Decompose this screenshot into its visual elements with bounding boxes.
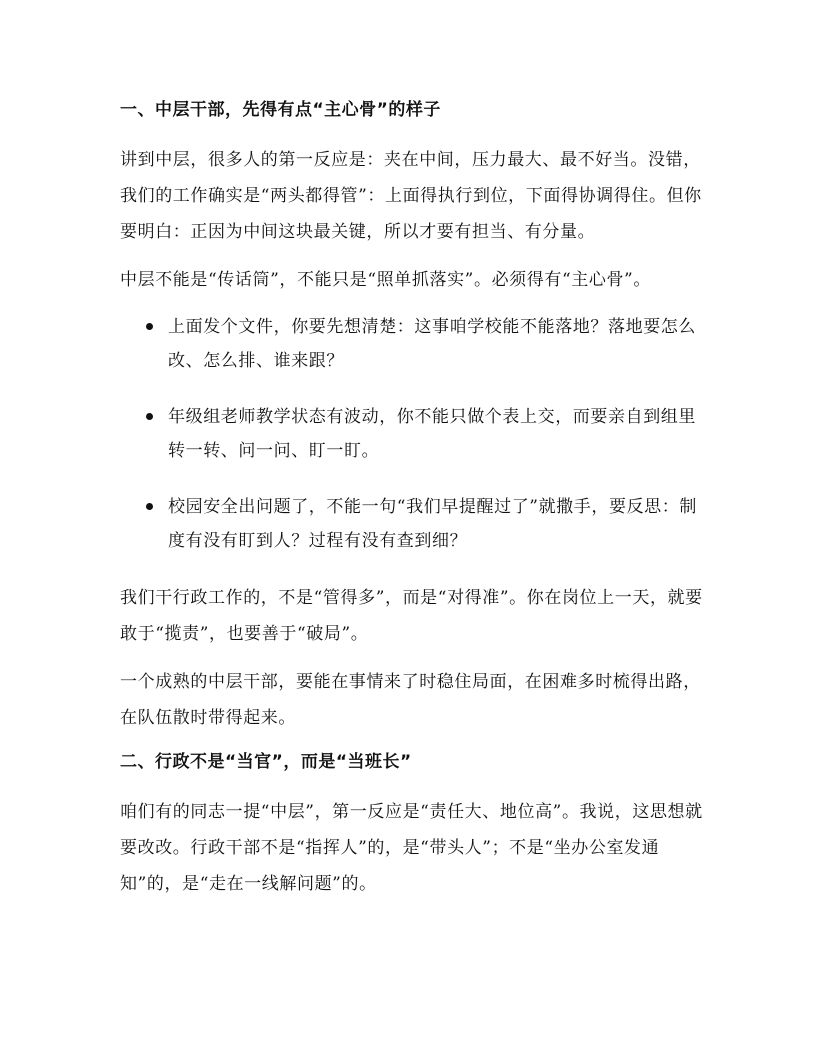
- section-1-paragraph: 我们干行政工作的，不是“管得多”，而是“对得准”。你在岗位上一天，就要敢于“揽责”，也要善于“破局”。: [120, 588, 703, 644]
- bullet-icon: [146, 323, 153, 330]
- bullet-icon: [146, 503, 153, 510]
- list-item: [120, 400, 705, 468]
- list-item: [120, 310, 705, 378]
- section-1-paragraph: 一个成熟的中层干部，要能在事情来了时稳住局面，在困难多时梳得出路，在队伍散时带得起来。: [120, 672, 701, 728]
- section-2-heading: 二、行政不是“当官”，而是“当班长”: [120, 752, 412, 772]
- section-1-paragraph: 中层不能是“传话筒”，不能只是“照单抓落实”。必须得有“主心骨”。: [120, 270, 651, 290]
- bullet-list: [120, 310, 705, 558]
- document-body: [120, 96, 705, 914]
- section-2-paragraph: 咱们有的同志一提“中层”，第一反应是“责任大、地位高”。我说，这思想就要改改。行政干部不是“指挥人”的，是“带头人”；不是“坐办公室发通知”的，是“走在一线解问题”的。: [120, 802, 703, 894]
- section-1-heading: 一、中层干部，先得有点“主心骨”的样子: [120, 100, 441, 120]
- list-item: [120, 490, 705, 558]
- section-1-paragraph: 讲到中层，很多人的第一反应是：夹在中间，压力最大、最不好当。没错，我们的工作确实是“两头都得管”：上面得执行到位，下面得协调得住。但你要明白：正因为中间这块最关键，所以才要有担当、有分量。: [120, 150, 702, 242]
- list-item-text: 校园安全出问题了，不能一句“我们早提醒过了”就撒手，要反思：制度有没有盯到人？过程有没有查到细？: [168, 497, 697, 551]
- list-item-text: 年级组老师教学状态有波动，你不能只做个表上交，而要亲自到组里转一转、问一问、盯一盯。: [168, 407, 696, 461]
- list-item-text: 上面发个文件，你要先想清楚：这事咱学校能不能落地？落地要怎么改、怎么排、谁来跟？: [168, 317, 696, 371]
- bullet-icon: [146, 413, 153, 420]
